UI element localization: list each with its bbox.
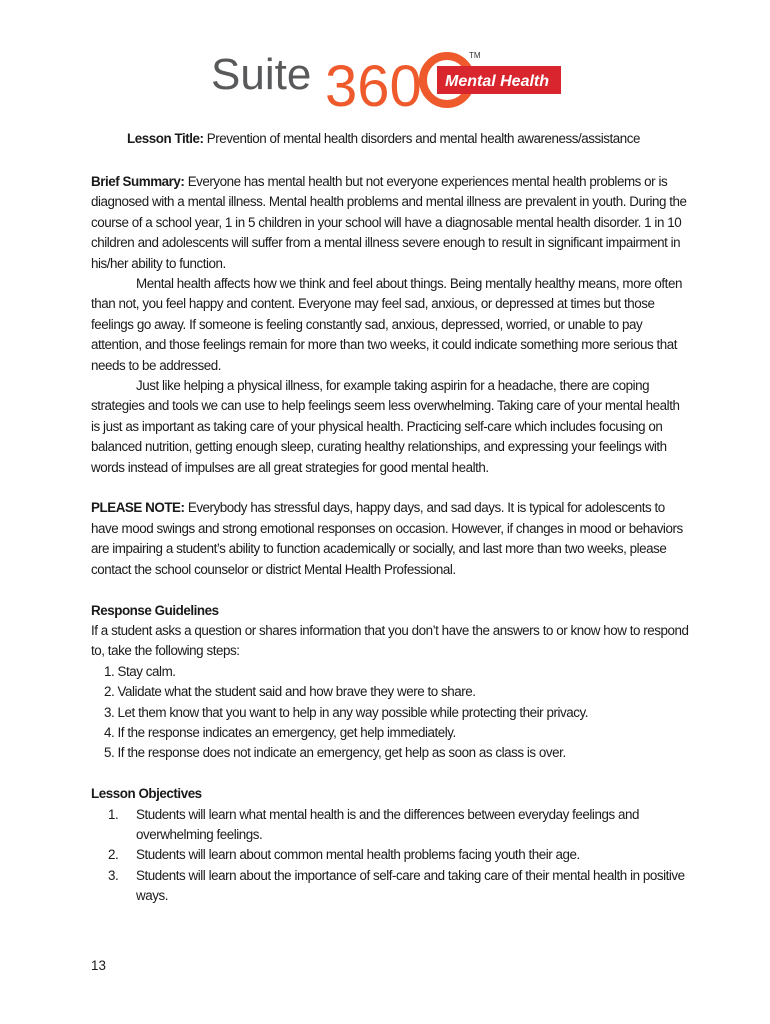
list-item-text: Students will learn what mental health is and the differences between everyday feelings and overwhelming feelings. [136, 806, 639, 842]
list-item: 5. If the response does not indicate an emergency, get help as soon as class is over. [104, 745, 566, 761]
list-item-number: 1. [108, 806, 119, 822]
please-note-label: PLEASE NOTE: [91, 500, 185, 516]
list-item [91, 805, 691, 846]
list-item: 4. If the response indicates an emergency, get help immediately. [104, 724, 456, 740]
please-note-paragraph [91, 498, 691, 580]
logo-brand-text: Suite [211, 50, 312, 99]
list-item-text: Students will learn about common mental health problems facing youth their age. [136, 847, 580, 863]
lesson-title-label: Lesson Title: [127, 131, 204, 146]
summary-label: Brief Summary: [91, 174, 185, 189]
please-note-text: Everybody has stressful days, happy days, and sad days. It is typical for adolescents to have mood swings and strong emotional responses on occasion. However, if changes in mood or behaviors are impairing a student’s ability to function academically or socially, and last more than two weeks, please contact the school counselor or district Mental Health Professional. [91, 500, 683, 577]
response-guidelines-heading: Response Guidelines [91, 602, 219, 618]
list-item-number: 3. [108, 867, 119, 883]
suite360-mental-health-logo [211, 44, 561, 114]
logo-trademark: TM [469, 51, 481, 60]
list-item-text: Students will learn about the importance of self-care and taking care of their mental health in positive ways. [136, 867, 685, 904]
summary-paragraph-1 [91, 172, 691, 274]
lesson-objectives-list [91, 805, 691, 907]
lesson-title-text: Prevention of mental health disorders and mental health awareness/assistance [203, 131, 641, 146]
list-item: 3. Let them know that you want to help in any way possible while protecting their privacy. [104, 704, 588, 720]
summary-text-1: Everyone has mental health but not everyone experiences mental health problems or is diagnosed with a mental illness. Mental health problems and mental illness are prevalent in youth. During the course of a school year, 1 in 5 children in your school will have a diagnosable mental health disorder. 1 in 10 children and adolescents will suffer from a mental illness severe enough to result in significant impairment in his/her ability to function. [91, 174, 687, 271]
logo-number-text: 360 [325, 54, 422, 114]
list-item-number: 2. [108, 847, 119, 863]
lesson-title [127, 131, 640, 146]
list-item [91, 866, 691, 907]
list-item: 1. Stay calm. [104, 663, 176, 679]
document-body [91, 172, 691, 907]
page-number: 13 [91, 958, 106, 973]
list-item [91, 845, 691, 865]
lesson-objectives-heading: Lesson Objectives [91, 786, 202, 802]
response-guidelines-intro: If a student asks a question or shares information that you don’t have the answers to or know how to respond to, take the following steps: [91, 622, 689, 659]
response-steps-list [91, 662, 691, 764]
list-item: 2. Validate what the student said and how brave they were to share. [104, 684, 476, 700]
summary-paragraph-2: Mental health affects how we think and feel about things. Being mentally healthy means, more often than not, you feel happy and content. Everyone may feel sad, anxious, or depressed at times but those feelings go away. If someone is feeling constantly sad, anxious, depressed, worried, or unable to pay attention, and those feelings remain for more than two weeks, it could indicate something more serious that needs to be addressed. [91, 276, 682, 373]
logo-badge-text: Mental Health [445, 73, 550, 90]
summary-paragraph-3: Just like helping a physical illness, for example taking aspirin for a headache, there are coping strategies and tools we can use to help feelings seem less overwhelming. Taking care of your mental health is just as important as taking care of your physical health. Practicing self-care which includes focusing on balanced nutrition, getting enough sleep, curating healthy relationships, and expressing your feelings with words instead of impulses are all great strategies for good mental health. [91, 378, 680, 475]
